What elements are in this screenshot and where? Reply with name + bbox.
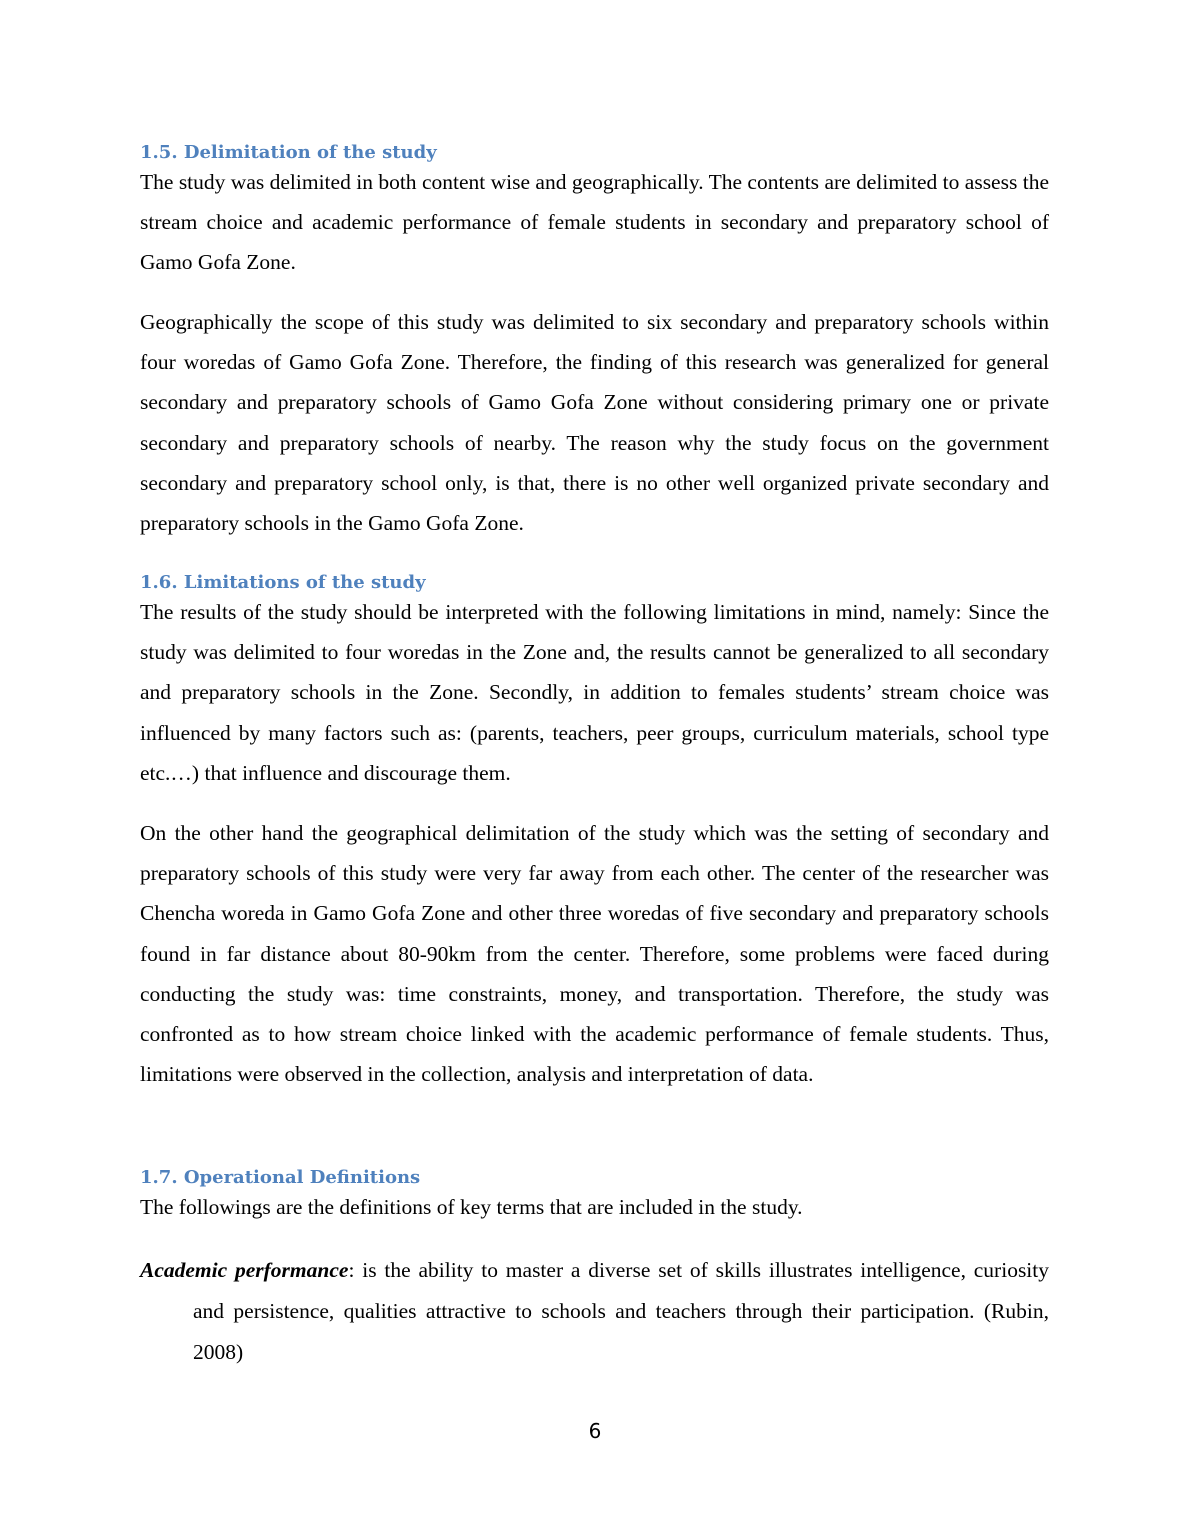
paragraph-delimitation-content: The study was delimited in both content wise and geographically. The contents are delimited to assess the stream choice and academic performance of female students in secondary and preparatory school of Gamo Gofa Zone.: [140, 170, 1049, 275]
page-number: 6: [588, 1419, 602, 1443]
paragraph-limitations-results: The results of the study should be interpreted with the following limitations in mind, namely: Since the study was delimited to four woredas in the Zone and, the results cannot be generalized to all secondary and preparatory schools in the Zone. Secondly, in addition to females students’ stream choice was influenced by many factors such as: (parents, teachers, peer groups, curriculum materials, school type etc.…) that influence and discourage them.: [140, 600, 1049, 785]
paragraph-definitions-intro: The followings are the definitions of key terms that are included in the study.: [140, 1195, 803, 1219]
section-heading-operational-definitions: 1.7. Operational Definitions: [140, 1167, 421, 1188]
paragraph-delimitation-geography: Geographically the scope of this study was delimited to six secondary and preparatory schools within four woredas of Gamo Gofa Zone. Therefore, the finding of this research was generalized for general secondary and preparatory schools of Gamo Gofa Zone without considering primary one or private secondary and preparatory schools of nearby. The reason why the study focus on the government secondary and preparatory school only, is that, there is no other well organized private secondary and preparatory schools in the Gamo Gofa Zone.: [140, 310, 1049, 536]
definition-term: Academic performance: [140, 1258, 349, 1282]
paragraph-limitations-geography: On the other hand the geographical delimitation of the study which was the setting of secondary and preparatory schools of this study were very far away from each other. The center of the researcher was Chencha woreda in Gamo Gofa Zone and other three woredas of five secondary and preparatory schools found in far distance about 80-90km from the center. Therefore, some problems were faced during conducting the study was: time constraints, money, and transportation. Therefore, the study was confronted as to how stream choice linked with the academic performance of female students. Thus, limitations were observed in the collection, analysis and interpretation of data.: [140, 821, 1049, 1087]
section-heading-limitations: 1.6. Limitations of the study: [140, 572, 426, 593]
definition-text: : is the ability to master a diverse set of skills illustrates intelligence, curiosity and persistence, qualities attractive to schools and teachers through their participation. (Rubin, 2008): [193, 1258, 1050, 1364]
section-heading-delimitation: 1.5. Delimitation of the study: [140, 142, 437, 163]
definition-academic-performance: [140, 1250, 1049, 1372]
